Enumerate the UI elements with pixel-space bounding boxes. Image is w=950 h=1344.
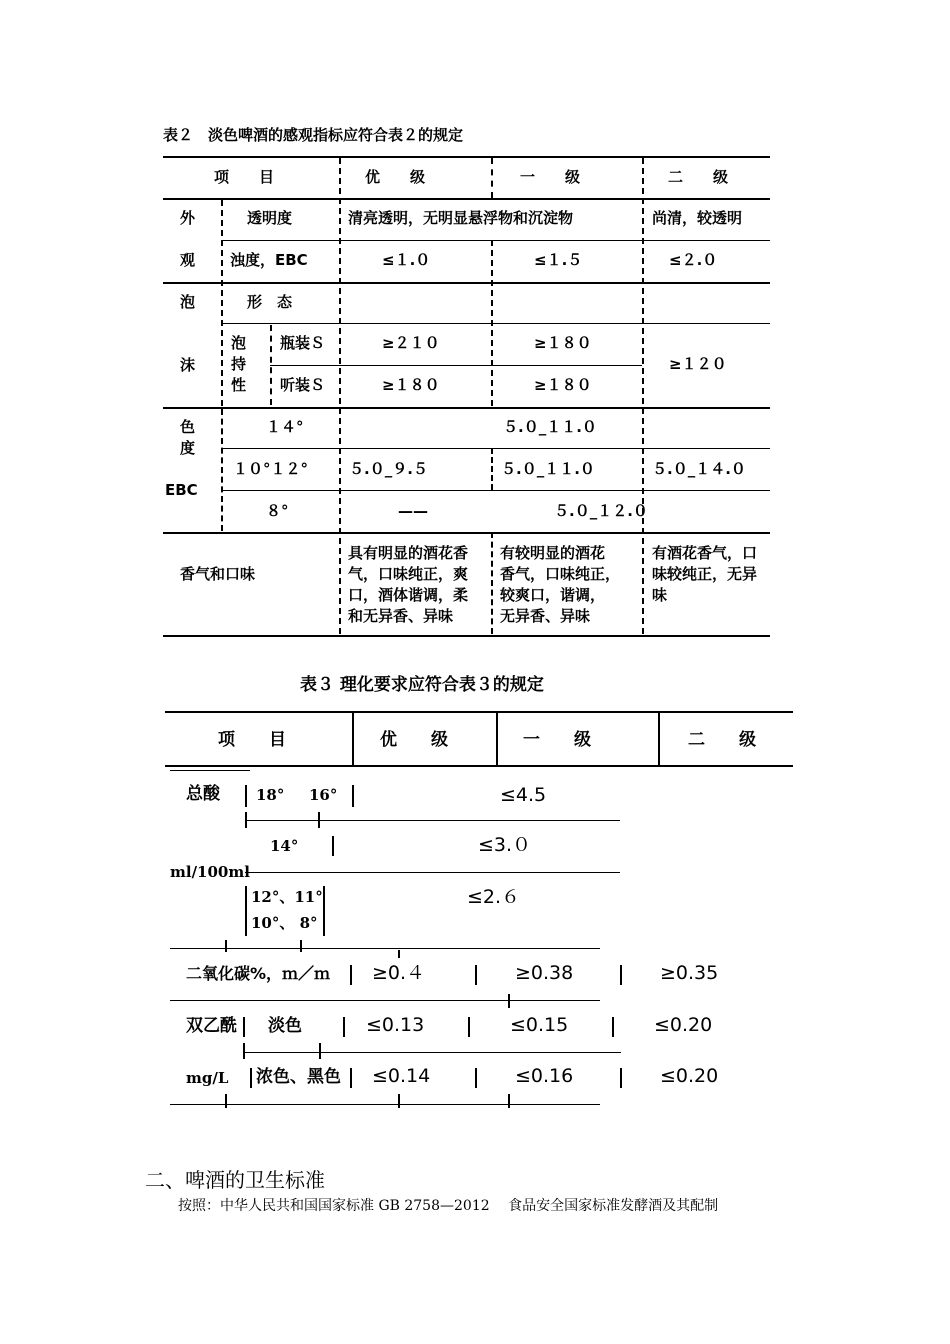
rule [491, 532, 493, 634]
rule [163, 156, 770, 158]
diacetyl-dark-top: ≤0.14 [372, 1065, 431, 1087]
appearance-label: 观 [180, 251, 196, 269]
acid-18-label: 18° [256, 786, 285, 804]
rule [250, 1068, 252, 1088]
diacetyl-dark-label: 浓色、黑色 [256, 1067, 341, 1087]
diacetyl-dark-first: ≤0.16 [515, 1065, 574, 1087]
foam-second: ≥１２０ [669, 355, 727, 373]
color-label: 色 [180, 418, 196, 436]
rule [350, 965, 352, 985]
rule [165, 765, 793, 767]
rule [491, 448, 493, 490]
table2-caption: 表２ 淡色啤酒的感观指标应符合表２的规定 [163, 126, 464, 144]
foam-label: 泡 [180, 293, 196, 311]
diacetyl-light-second: ≤0.20 [654, 1014, 713, 1036]
diacetyl-unit: mg/L [186, 1069, 229, 1087]
rule [475, 1068, 477, 1088]
rule [245, 785, 247, 807]
rule [620, 965, 622, 985]
color-label: 度 [180, 439, 196, 457]
aroma-first-line: 香气，口味纯正， [500, 565, 621, 583]
rule [352, 713, 354, 765]
rule [222, 240, 770, 241]
bottle-top: ≥２１０ [382, 334, 440, 352]
acid-10-label: 10°、 8° [251, 914, 318, 932]
color-8-top: —— [398, 502, 428, 520]
turbidity-first: ≤１.５ [534, 251, 583, 269]
rule [491, 158, 493, 198]
rule [658, 713, 660, 765]
acid-14-label: 14° [270, 837, 299, 855]
rule [243, 1017, 245, 1037]
aroma-label: 香气和口味 [180, 565, 256, 583]
rule [163, 532, 770, 534]
section-text: 按照：中华人民共和国国家标准 GB 2758—2012 食品安全国家标准发酵酒及其配制 [178, 1198, 719, 1214]
rule [222, 323, 770, 324]
rule [318, 812, 320, 828]
co2-label: 二氧化碳%，ｍ／ｍ [186, 964, 331, 983]
rule [245, 872, 620, 873]
rule [343, 1017, 345, 1037]
rule [245, 886, 247, 936]
foam-hold-label: 性 [231, 376, 247, 394]
rule [352, 785, 354, 807]
color-8-label: ８° [266, 502, 289, 520]
turbidity-top: ≤１.０ [382, 251, 431, 269]
foam-hold-label: 持 [231, 355, 247, 373]
color-10-second: ５.０_１４.０ [652, 460, 746, 478]
rule [398, 1094, 400, 1108]
rule [170, 1104, 600, 1105]
diacetyl-light-first: ≤0.15 [510, 1014, 569, 1036]
rule [163, 198, 770, 200]
aroma-second-line: 味较纯正，无异 [652, 565, 758, 583]
acid-label: 总酸 [186, 784, 220, 804]
diacetyl-light-top: ≤0.13 [366, 1014, 425, 1036]
aroma-second-line: 有酒花香气，口 [652, 544, 758, 562]
rule [339, 158, 341, 634]
can-label: 听装Ｓ [280, 376, 326, 394]
section-heading: 二、啤酒的卫生标准 [145, 1168, 325, 1192]
rule [496, 713, 498, 765]
foam-hold-label: 泡 [231, 334, 247, 352]
header-item: 项 目 [218, 730, 286, 750]
rule [163, 407, 770, 409]
diacetyl-dark-second: ≤0.20 [660, 1065, 719, 1087]
can-first: ≥１８０ [534, 376, 592, 394]
rule [468, 1017, 470, 1037]
rule [170, 948, 600, 949]
header-second-grade: 二 级 [668, 168, 729, 186]
rule [222, 490, 770, 491]
turbidity-second: ≤２.０ [669, 251, 718, 269]
rule [221, 200, 223, 406]
aroma-top-line: 和无异香、异味 [348, 607, 454, 625]
rule [508, 994, 510, 1008]
acid-18-value: ≤4.5 [500, 784, 547, 806]
aroma-first-line: 较爽口，谐调， [500, 586, 606, 604]
aroma-top-line: 口，酒体谐调，柔 [348, 586, 469, 604]
turbidity-label: 浊度，EBC [230, 251, 308, 269]
appearance-label: 外 [180, 209, 196, 227]
bottle-label: 瓶装Ｓ [280, 334, 326, 352]
rule [170, 1000, 600, 1001]
co2-second: ≥0.35 [660, 962, 719, 984]
rule [163, 282, 770, 284]
header-top-grade: 优 级 [365, 168, 426, 186]
color-14-label: １４° [266, 418, 304, 436]
rule [170, 770, 250, 771]
rule [491, 240, 493, 406]
color-10-label: １０°１２° [233, 460, 309, 478]
rule [165, 711, 793, 713]
co2-top: ≥0.４ [372, 962, 426, 984]
color-8-value: ５.０_１２.０ [554, 502, 648, 520]
table3-caption: 表３ 理化要求应符合表３的规定 [300, 675, 544, 695]
color-14-value: ５.０_１１.０ [503, 418, 597, 436]
transparency-value: 清亮透明，无明显悬浮物和沉淀物 [348, 209, 574, 227]
rule [642, 158, 644, 634]
header-item: 项 目 [214, 168, 275, 186]
color-10-top: ５.０_９.５ [349, 460, 428, 478]
header-first-grade: 一 级 [523, 730, 591, 750]
rule [332, 836, 334, 856]
rule [612, 1017, 614, 1037]
aroma-top-line: 具有明显的酒花香 [348, 544, 469, 562]
acid-12-label: 12°、11° [251, 888, 323, 906]
rule [243, 1043, 245, 1059]
co2-first: ≥0.38 [515, 962, 574, 984]
rule [245, 820, 620, 821]
aroma-first-line: 无异香、异味 [500, 607, 591, 625]
transparency-label: 透明度 [247, 209, 293, 227]
rule [620, 1068, 622, 1088]
rule [225, 1094, 227, 1108]
rule [245, 812, 247, 828]
color-unit: EBC [165, 481, 198, 499]
diacetyl-light-label: 淡色 [268, 1016, 302, 1036]
rule [270, 365, 642, 366]
color-10-first: ５.０_１１.０ [501, 460, 595, 478]
rule [163, 635, 770, 637]
header-second-grade: 二 级 [688, 730, 756, 750]
header-first-grade: 一 级 [520, 168, 581, 186]
acid-16-label: 16° [309, 786, 338, 804]
acid-12-value: ≤2.６ [467, 886, 521, 908]
aroma-first-line: 有较明显的酒花 [500, 544, 606, 562]
rule [319, 1043, 321, 1059]
diacetyl-label: 双乙酰 [186, 1016, 237, 1036]
rule [225, 940, 227, 952]
aroma-top-line: 气，口味纯正，爽 [348, 565, 469, 583]
aroma-second-line: 味 [652, 586, 668, 604]
rule [222, 448, 770, 449]
can-top: ≥１８０ [382, 376, 440, 394]
bottle-first: ≥１８０ [534, 334, 592, 352]
rule [323, 886, 325, 936]
transparency-second: 尚清，较透明 [652, 209, 743, 227]
foam-form-label: 形 态 [247, 293, 293, 311]
rule [243, 1052, 621, 1053]
acid-unit: ml/100ml [170, 863, 250, 881]
rule [221, 409, 223, 531]
rule [475, 965, 477, 985]
rule [398, 950, 400, 958]
rule [270, 325, 272, 405]
rule [350, 1068, 352, 1088]
rule [300, 940, 302, 952]
acid-14-value: ≤3.０ [478, 834, 532, 856]
rule [508, 1094, 510, 1108]
foam-label: 沫 [180, 356, 196, 374]
header-top-grade: 优 级 [380, 730, 448, 750]
